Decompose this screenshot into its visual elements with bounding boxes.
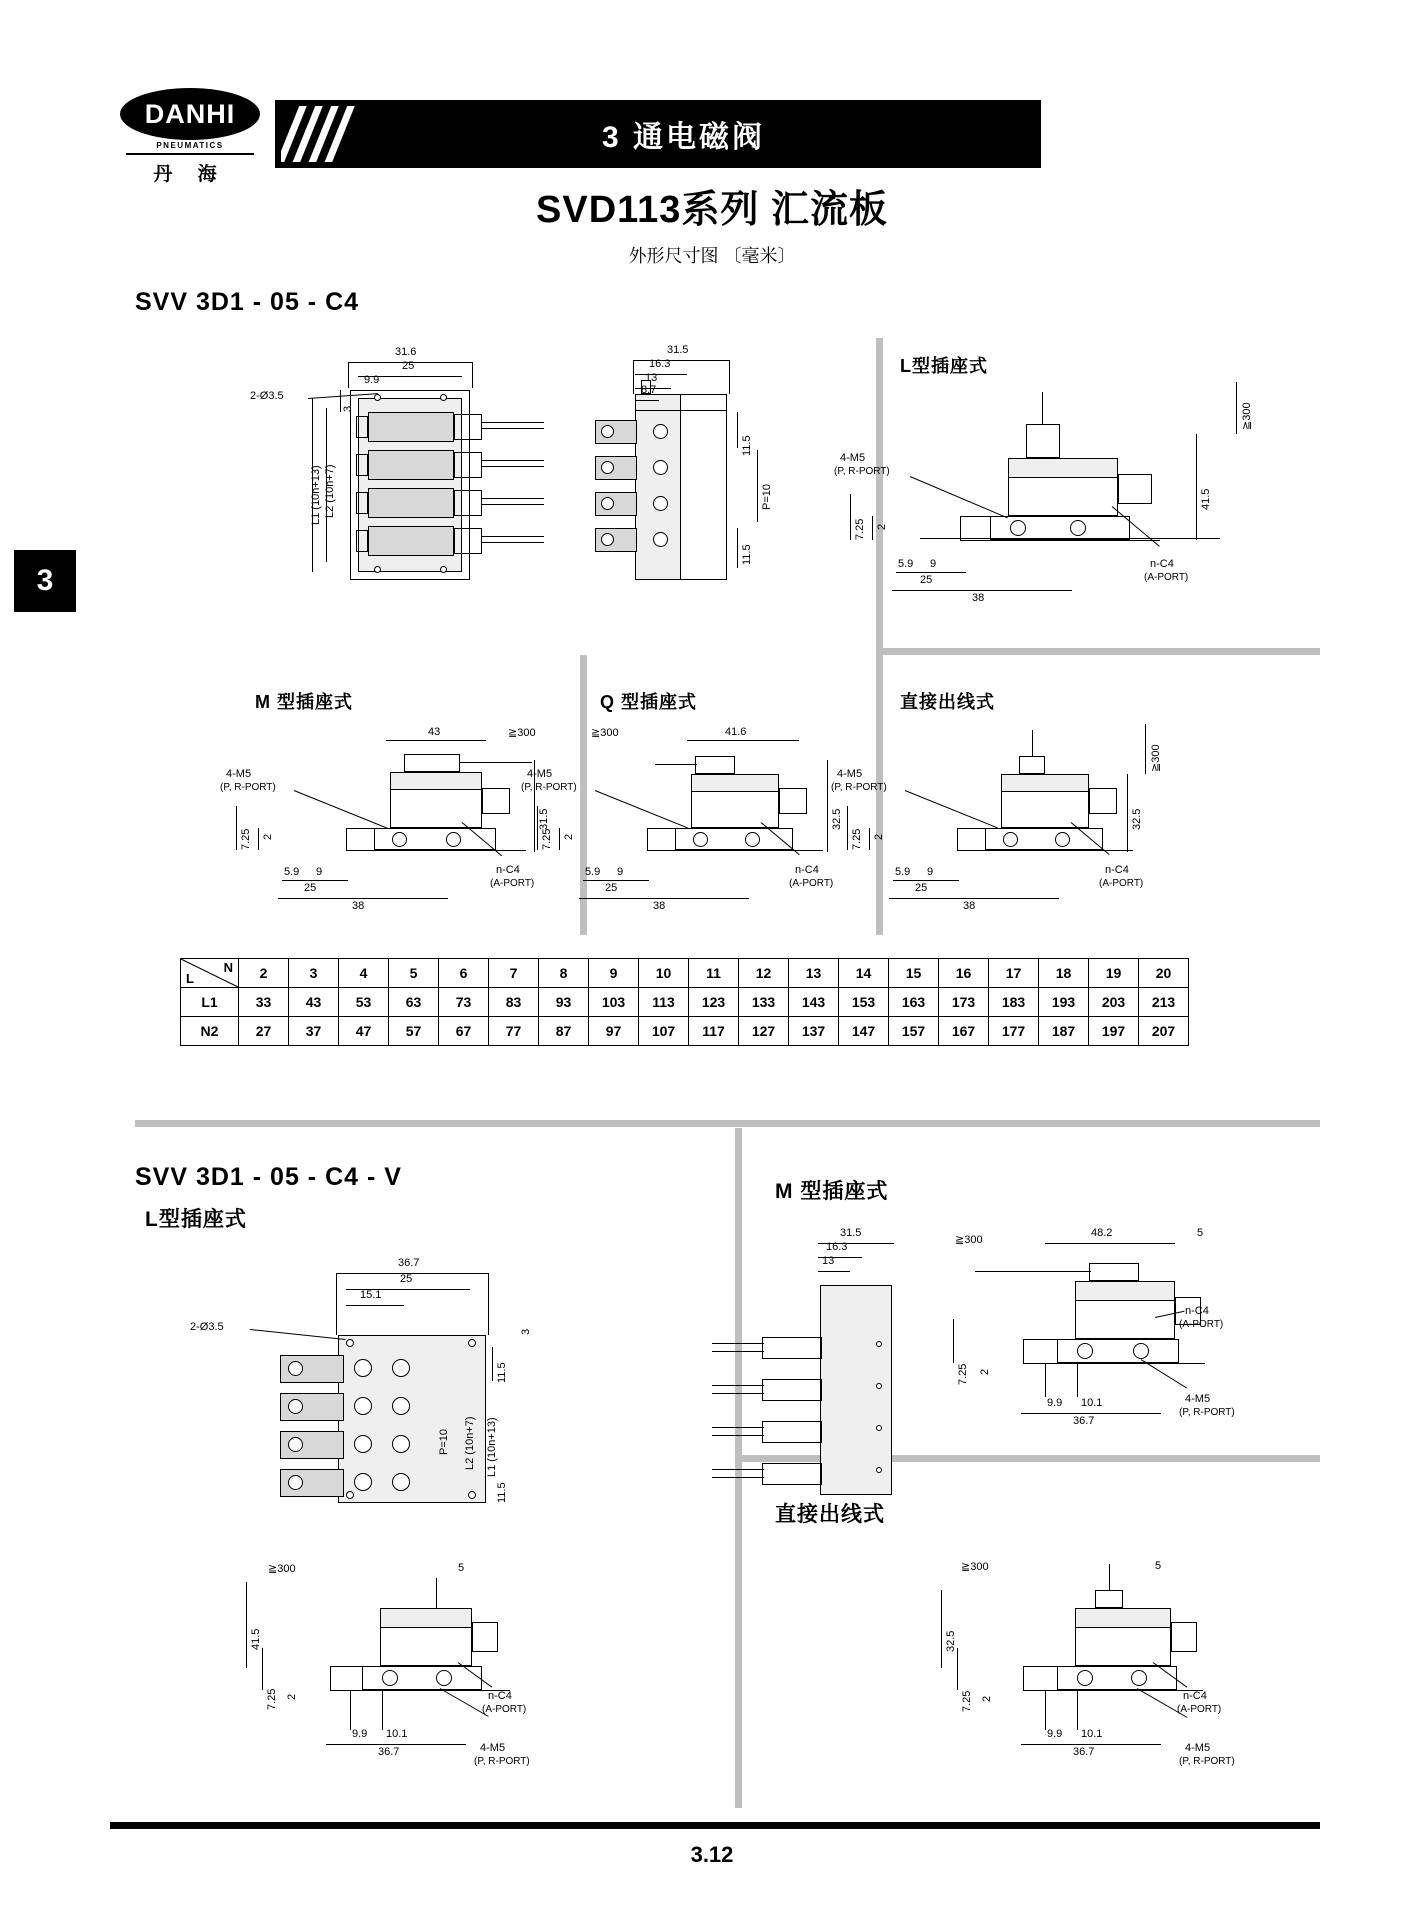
label-direct: 直接出线式 [900,692,995,712]
label-4m5-m: 4-M5 [226,768,252,780]
logo-chinese-name: 丹 海 [153,164,227,185]
table-cell: 203 [1089,988,1139,1017]
table-cell: 73 [439,988,489,1017]
dim-43: 43 [428,726,441,738]
table-header-cell: 16 [939,959,989,988]
label-aport-vm: (A-PORT) [1179,1319,1224,1330]
dim-31-5-v: 31.5 [840,1227,862,1239]
table-cell: 57 [389,1017,439,1046]
table-cell: 173 [939,988,989,1017]
label-prport-vl: (P, R-PORT) [474,1756,530,1767]
table-row-header: L1 [181,988,239,1017]
table-corner-cell: N L [181,959,239,988]
drawing-manifold-v-side [700,1227,930,1515]
chapter-title: 3 通电磁阀 [601,121,766,154]
dim-11-5-a: 11.5 [741,435,753,456]
dim-11-5-v2: 11.5 [496,1482,508,1503]
dim-5-vl: 5 [458,1562,465,1574]
dim-300-d: ≧300 [1150,744,1162,772]
label-prport-vd: (P, R-PORT) [1179,1756,1235,1767]
table-header-cell: 17 [989,959,1039,988]
table-cell: 27 [239,1017,289,1046]
section-tab: 3 [14,550,76,612]
dim-300-vl: ≧300 [268,1563,296,1575]
table-cell: 163 [889,988,939,1017]
dim-25: 25 [402,360,415,372]
dim-36-7-v: 36.7 [398,1257,420,1269]
table-header-cell: 9 [589,959,639,988]
dim-2-vm: 2 [979,1368,991,1375]
table-cell: 137 [789,1017,839,1046]
label-nc4-vm: n-C4 [1185,1305,1209,1317]
table-cell: 133 [739,988,789,1017]
dim-31-5: 31.5 [667,344,689,356]
dim-32-5-vd: 32.5 [945,1630,957,1652]
table-cell: 77 [489,1017,539,1046]
table-cell: 153 [839,988,889,1017]
dim-7-25-q: 7.25 [541,828,553,850]
dim-9-d: 9 [927,866,934,878]
dim-36-7-vl: 36.7 [378,1746,400,1758]
table-row-header: N2 [181,1017,239,1046]
dim-16-3: 16.3 [649,358,671,370]
table-cell: 177 [989,1017,1039,1046]
dim-31-6: 31.6 [395,346,417,358]
footer-rule [110,1822,1320,1829]
table-cell: 63 [389,988,439,1017]
dim-2-l: 2 [876,523,888,530]
table-header-cell: 19 [1089,959,1139,988]
page-number: 3.12 [690,1842,734,1867]
divider-horizontal-2 [135,1120,1320,1127]
dim-9-9-vl: 9.9 [352,1728,368,1740]
label-prport-l: (P, R-PORT) [834,466,890,477]
dim-38-q: 38 [653,900,666,912]
dim-10-1-vl: 10.1 [386,1728,408,1740]
dim-2-vd: 2 [981,1695,993,1702]
dim-5-9-l: 5.9 [898,558,914,570]
dim-36-7-vd: 36.7 [1073,1746,1095,1758]
label-4m5-q: 4-M5 [527,768,553,780]
dim-9-9-vd: 9.9 [1047,1728,1063,1740]
label-4m5-vm: 4-M5 [1185,1393,1211,1405]
dim-l1: L1 (10n+13) [310,465,322,525]
label-prport-d: (P, R-PORT) [831,782,887,793]
model-code-2: SVV 3D1 - 05 - C4 - V [135,1163,402,1191]
logo-divider [126,153,254,155]
dim-38-d: 38 [963,900,976,912]
dim-41-5-l: 41.5 [1200,488,1212,510]
divider-horizontal-1 [876,648,1320,655]
label-aport-vd: (A-PORT) [1177,1704,1222,1715]
dim-11-5-b: 11.5 [741,544,753,565]
label-4m5-d: 4-M5 [837,768,863,780]
dim-25-d: 25 [915,882,928,894]
label-m-type: M 型插座式 [255,692,353,712]
label-4m5-vd: 4-M5 [1185,1742,1211,1754]
table-header-cell: 14 [839,959,889,988]
table-cell: 33 [239,988,289,1017]
slash-decoration-icon [281,106,369,162]
table-cell: 183 [989,988,1039,1017]
label-aport-d: (A-PORT) [1099,878,1144,889]
dim-13: 13 [645,372,658,384]
label-direct-2: 直接出线式 [775,1503,885,1526]
label-aport-vl: (A-PORT) [482,1704,527,1715]
table-header-cell: 2 [239,959,289,988]
table-cell: 83 [489,988,539,1017]
table-cell: 53 [339,988,389,1017]
table-header-cell: 5 [389,959,439,988]
table-cell: 207 [1139,1017,1189,1046]
drawing-l-type [834,390,1300,640]
table-cell: 197 [1089,1017,1139,1046]
label-prport-m: (P, R-PORT) [220,782,276,793]
table-cell: 47 [339,1017,389,1046]
table-header-cell: 10 [639,959,689,988]
logo-badge [120,88,260,140]
table-cell: 167 [939,1017,989,1046]
dim-11-5-v1: 11.5 [496,1362,508,1383]
table-header-cell: 11 [689,959,739,988]
label-prport-q: (P, R-PORT) [521,782,577,793]
dim-10-1-vm: 10.1 [1081,1397,1103,1409]
drawing-manifold-side [575,344,865,640]
dim-300-vm: ≧300 [955,1234,983,1246]
dim-2-q: 2 [563,833,575,840]
dim-5-9-q: 5.9 [585,866,601,878]
label-m-type-2: M 型插座式 [775,1180,889,1203]
dimension-table [180,958,1189,1046]
dim-41-6: 41.6 [725,726,747,738]
label-prport-vm: (P, R-PORT) [1179,1407,1235,1418]
dim-300-q: ≧300 [591,727,619,739]
table-header-cell: 6 [439,959,489,988]
model-code-2-sub: L型插座式 [145,1208,247,1231]
dim-38-l: 38 [972,592,985,604]
dim-p10: P=10 [761,484,773,510]
table-header-cell: 15 [889,959,939,988]
table-cell: 213 [1139,988,1189,1017]
dim-7-25-vm: 7.25 [957,1363,969,1385]
table-cell: 107 [639,1017,689,1046]
dim-5-9-m: 5.9 [284,866,300,878]
dim-8-7: 8.7 [641,384,657,396]
dim-38-m: 38 [352,900,365,912]
dim-l1-v: L1 (10n+13) [486,1417,498,1477]
dim-32-5-q: 32.5 [831,808,843,830]
dim-25-m: 25 [304,882,317,894]
dim-41-5-vl: 41.5 [250,1628,262,1650]
dim-l2-v: L2 (10n+7) [464,1416,476,1470]
divider-vertical-1 [876,338,883,648]
dim-9-q: 9 [617,866,624,878]
dim-l2: L2 (10n+7) [324,464,336,518]
label-2d35-v: 2-Ø3.5 [190,1321,224,1333]
table-cell: 127 [739,1017,789,1046]
label-4m5-vl: 4-M5 [480,1742,506,1754]
dim-25-l: 25 [920,574,933,586]
label-l-type: L型插座式 [900,356,988,376]
dim-9-l: 9 [930,558,937,570]
dim-10-1-vd: 10.1 [1081,1728,1103,1740]
drawing-v-direct-detail [945,1560,1305,1770]
page-title: SVD113系列 汇流板 [536,189,888,231]
drawing-direct-type [831,730,1205,930]
drawing-v-l-detail [250,1562,590,1780]
table-header-cell: 20 [1139,959,1189,988]
company-logo [120,88,260,185]
table-cell: 37 [289,1017,339,1046]
table-header-cell: 8 [539,959,589,988]
dim-48-2-vm: 48.2 [1091,1227,1113,1239]
label-4m5-l: 4-M5 [840,452,866,464]
dim-7-25-d: 7.25 [851,828,863,850]
table-cell: 147 [839,1017,889,1046]
dim-3: 3 [342,405,354,412]
dim-25-q: 25 [605,882,618,894]
table-header-cell: 7 [489,959,539,988]
page-header [0,40,1424,185]
label-aport-l: (A-PORT) [1144,572,1189,583]
table-cell: 187 [1039,1017,1089,1046]
table-cell: 67 [439,1017,489,1046]
dim-300-l: ≧300 [1241,402,1253,430]
table-header-cell: 3 [289,959,339,988]
drawing-v-m-detail [955,1227,1305,1445]
table-cell: 117 [689,1017,739,1046]
table-cell: 113 [639,988,689,1017]
dim-9-9-vm: 9.9 [1047,1397,1063,1409]
model-code-1: SVV 3D1 - 05 - C4 [135,288,360,316]
label-nc4-m: n-C4 [496,864,520,876]
dim-7-25-vd: 7.25 [961,1690,973,1712]
table-header-cell: 4 [339,959,389,988]
label-aport-q: (A-PORT) [789,878,834,889]
dim-31-5-m: 31.5 [538,808,550,830]
table-cell: 123 [689,988,739,1017]
label-nc4-vd: n-C4 [1183,1690,1207,1702]
dim-3-v: 3 [520,1328,532,1335]
dim-36-7-vm: 36.7 [1073,1415,1095,1427]
dim-5-vm: 5 [1197,1227,1204,1239]
label-nc4-vl: n-C4 [488,1690,512,1702]
table-cell: 103 [589,988,639,1017]
dim-13-v: 13 [822,1255,835,1267]
label-nc4-d: n-C4 [1105,864,1129,876]
dim-2-d: 2 [873,833,885,840]
dim-9-9: 9.9 [364,374,380,386]
logo-subtext: PNEUMATICS [156,141,224,150]
dim-300-m: ≧300 [508,727,536,739]
table-cell: 93 [539,988,589,1017]
dim-p10-v: P=10 [438,1429,450,1455]
dim-7-25-vl: 7.25 [266,1688,278,1710]
dim-5-vd: 5 [1155,1560,1162,1572]
table-cell: 87 [539,1017,589,1046]
label-q-type: Q 型插座式 [600,692,698,712]
dim-300-vd: ≧300 [961,1561,989,1573]
table-row [181,988,1189,1017]
label-2-d35: 2-Ø3.5 [250,390,284,402]
dim-15-1-v: 15.1 [360,1289,382,1301]
table-cell: 143 [789,988,839,1017]
dim-25-v: 25 [400,1273,413,1285]
drawing-manifold-front [250,346,570,640]
table-cell: 157 [889,1017,939,1046]
dim-7-25-m: 7.25 [240,828,252,850]
table-header-cell: 13 [789,959,839,988]
dim-5-9-d: 5.9 [895,866,911,878]
table-header-cell: 18 [1039,959,1089,988]
dim-2-vl: 2 [286,1693,298,1700]
table-cell: 43 [289,988,339,1017]
table-cell: 193 [1039,988,1089,1017]
label-nc4-q: n-C4 [795,864,819,876]
drawing-manifold-v-front [190,1255,610,1515]
dim-7-25-l: 7.25 [854,518,866,540]
page-subtitle: 外形尺寸图 〔毫米〕 [628,246,796,266]
table-header-cell: 12 [739,959,789,988]
label-nc4-l: n-C4 [1150,558,1174,570]
table-row [181,1017,1189,1046]
logo-text: DANHI [139,99,242,130]
dim-2-m: 2 [262,833,274,840]
dim-16-3-v: 16.3 [826,1241,848,1253]
table-cell: 97 [589,1017,639,1046]
dim-32-5-d: 32.5 [1131,808,1143,830]
dim-9-m: 9 [316,866,323,878]
label-aport-m: (A-PORT) [490,878,535,889]
chapter-title-bar [275,100,1041,168]
